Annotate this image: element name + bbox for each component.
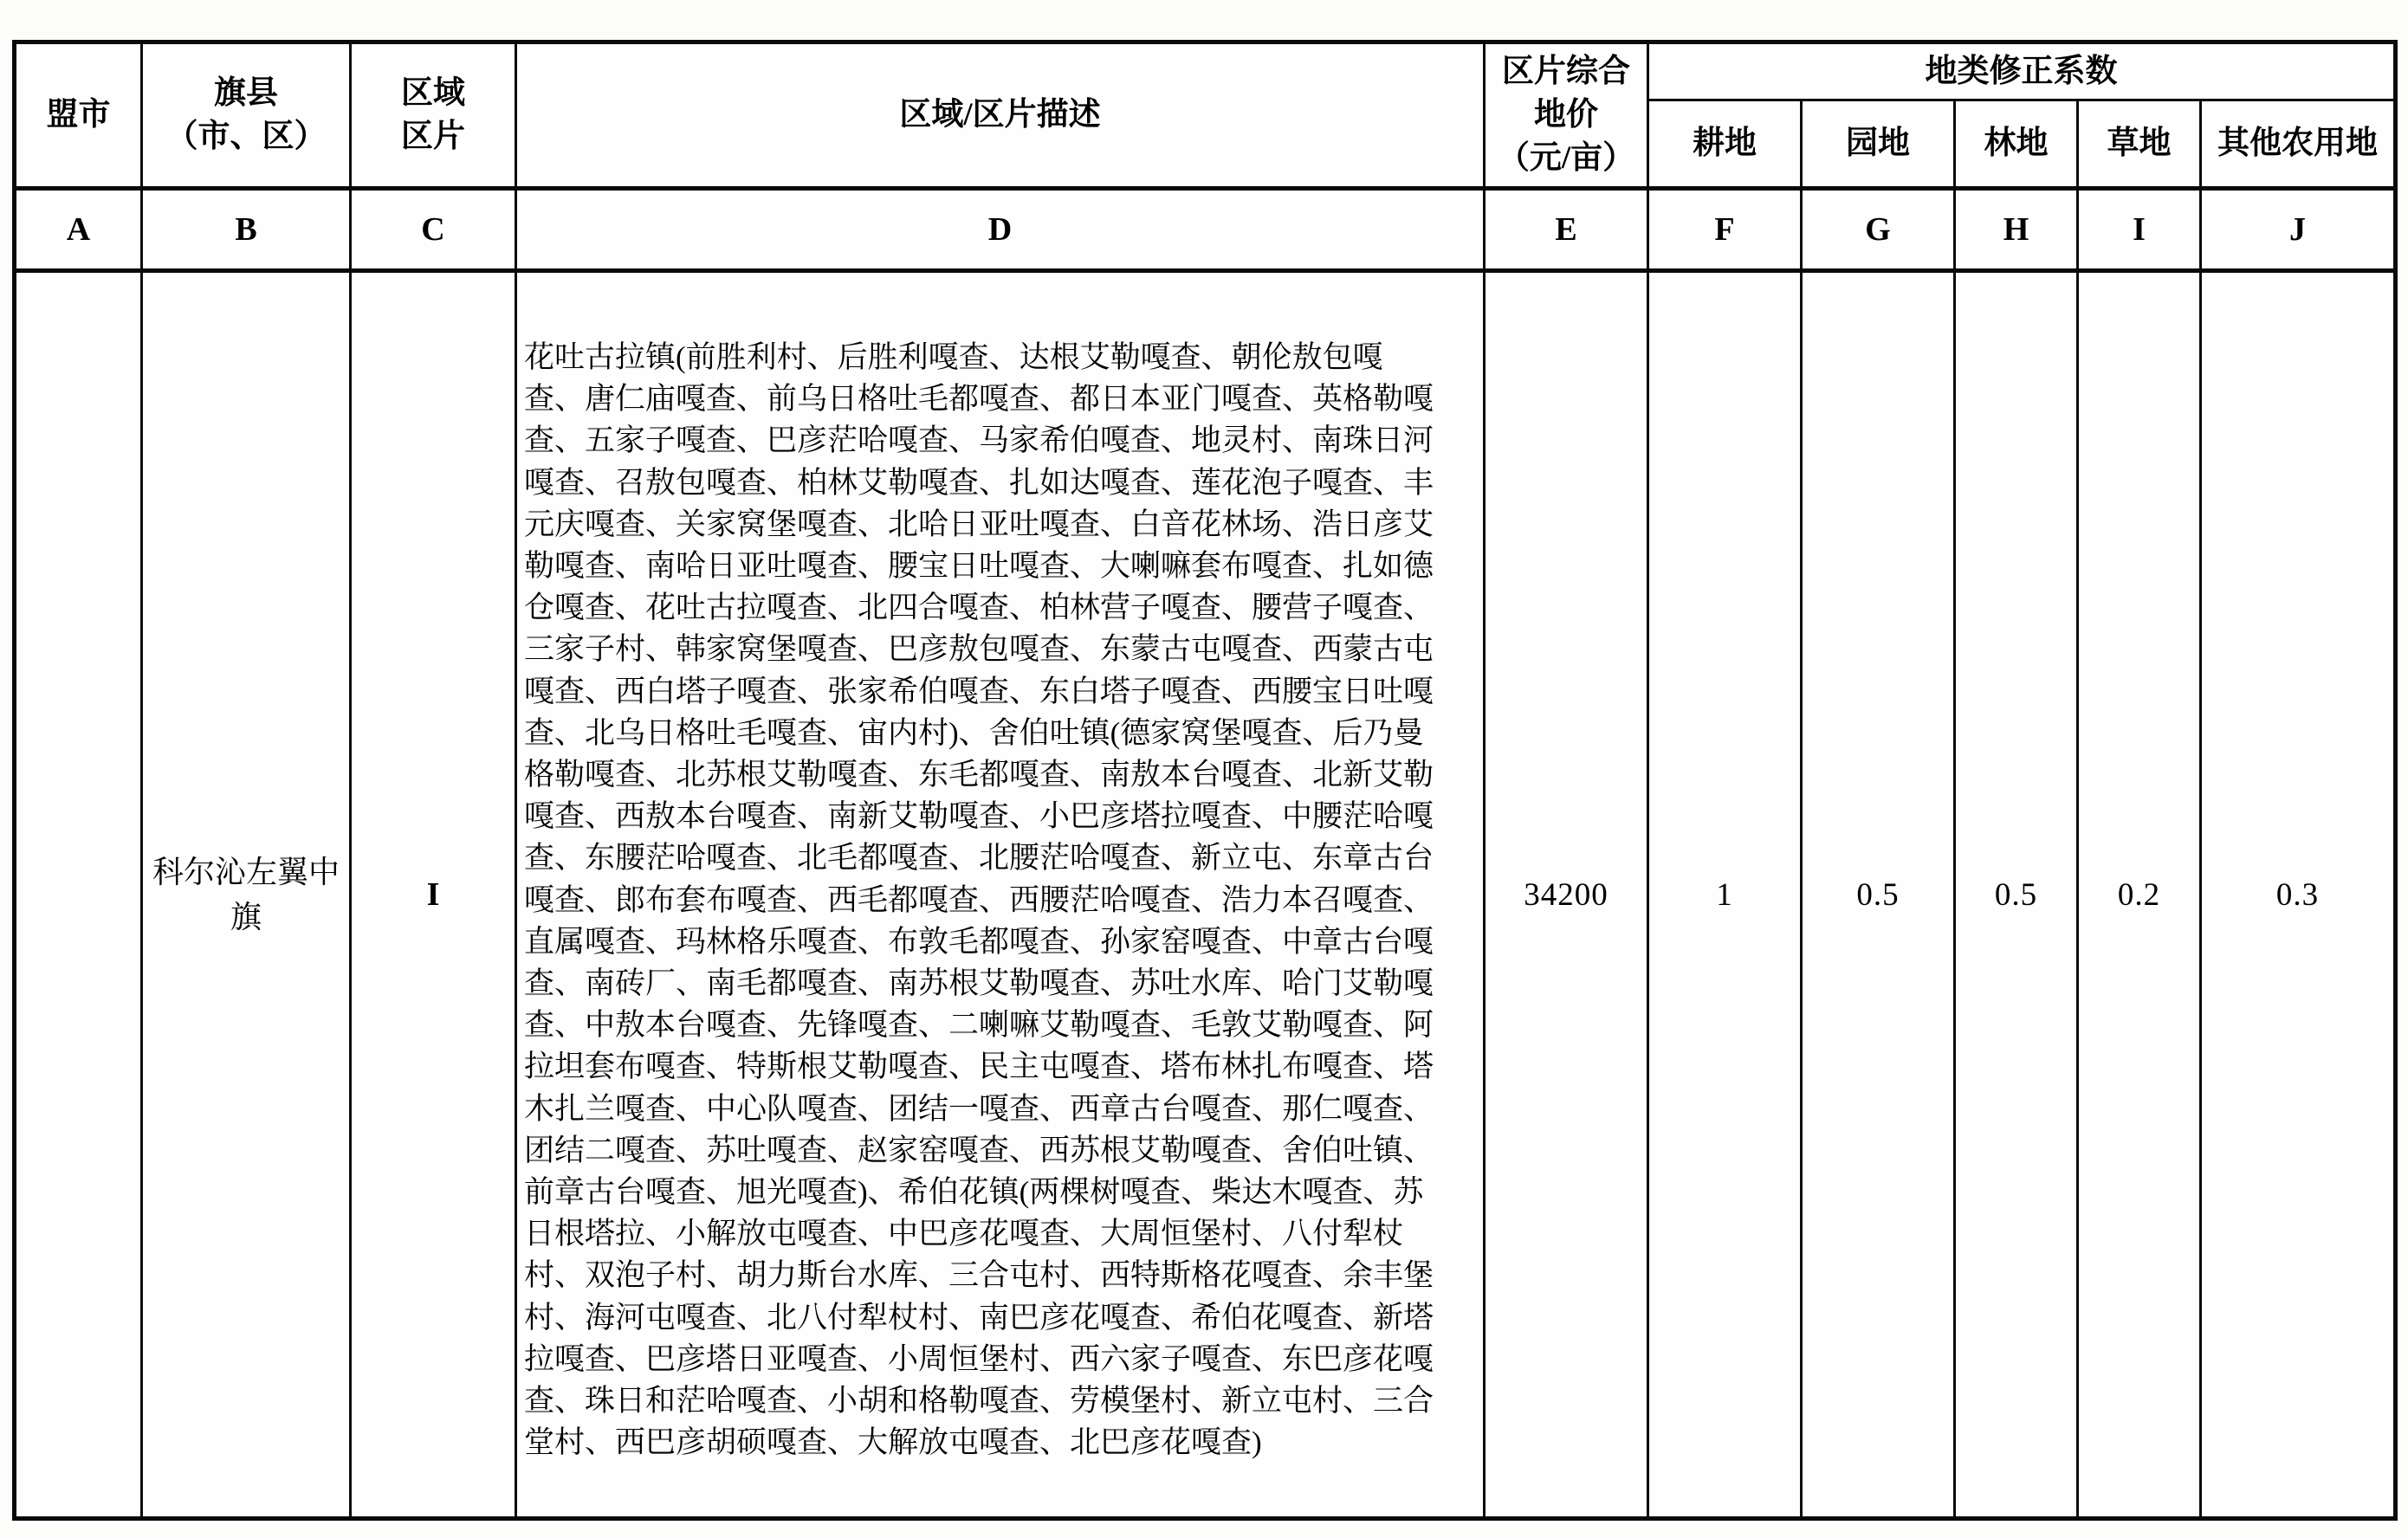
cell-price-value: 34200 — [1524, 876, 1609, 913]
cell-coef-caodi-value: 0.2 — [2117, 876, 2161, 913]
header-coef-yuandi-label: 园地 — [1846, 126, 1910, 161]
description-line: 拉嘎查、巴彦塔日亚嘎查、小周恒堡村、西六家子嘎查、东巴彦花嘎 — [524, 1341, 1434, 1376]
header-price — [1486, 44, 1649, 191]
description-line: 团结二嘎查、苏吐嘎查、赵家窑嘎查、西苏根艾勒嘎查、舍伯吐镇、 — [524, 1133, 1434, 1167]
description-line: 花吐古拉镇(前胜利村、后胜利嘎查、达根艾勒嘎查、朝伦敖包嘎 — [524, 340, 1383, 374]
cell-mengshi — [16, 273, 143, 1516]
cell-coef-gengdi — [1649, 273, 1803, 1516]
description-line: 村、双泡子村、胡力斯台水库、三合屯村、西特斯格花嘎查、余丰堡 — [524, 1258, 1434, 1293]
header-coef-gengdi — [1649, 101, 1803, 191]
cell-coef-lindi-value: 0.5 — [1994, 876, 2038, 913]
description-line: 木扎兰嘎查、中心队嘎查、团结一嘎查、西章古台嘎查、那仁嘎查、 — [524, 1091, 1434, 1126]
description-line: 查、五家子嘎查、巴彦茫哈嘎查、马家希伯嘎查、地灵村、南珠日河 — [524, 423, 1434, 458]
land-price-zone-table — [12, 40, 2398, 1521]
description-line: 格勒嘎查、北苏根艾勒嘎查、东毛都嘎查、南敖本台嘎查、北新艾勒 — [524, 758, 1434, 792]
cell-qixian — [143, 273, 352, 1516]
header-coef-gengdi-label: 耕地 — [1693, 126, 1757, 161]
header-coef-qita-label: 其他农用地 — [2217, 126, 2378, 161]
header-coef-qita — [2202, 101, 2393, 191]
description-line: 查、北乌日格吐毛嘎查、宙内村)、舍伯吐镇(德家窝堡嘎查、后乃曼 — [524, 715, 1424, 750]
cell-price — [1486, 273, 1649, 1516]
description-line: 日根塔拉、小解放屯嘎查、中巴彦花嘎查、大周恒堡村、八付犁杖 — [524, 1217, 1404, 1251]
header-coef-group — [1649, 44, 2393, 101]
description-line: 勒嘎查、南哈日亚吐嘎查、腰宝日吐嘎查、大喇嘛套布嘎查、扎如德 — [524, 549, 1434, 584]
cell-coef-qita — [2202, 273, 2393, 1516]
cell-zone — [352, 273, 517, 1516]
description-line: 前章古台嘎查、旭光嘎查)、希伯花镇(两棵树嘎查、柴达木嘎查、苏 — [524, 1175, 1424, 1210]
header-coef-yuandi — [1803, 101, 1956, 191]
description-line: 元庆嘎查、关家窝堡嘎查、北哈日亚吐嘎查、白音花林场、浩日彦艾 — [524, 507, 1434, 541]
description-line: 查、东腰茫哈嘎查、北毛都嘎查、北腰茫哈嘎查、新立屯、东章古台 — [524, 841, 1434, 876]
header-qixian-line1: 旗县 — [214, 75, 278, 111]
column-letter-j: J — [2202, 191, 2393, 273]
cell-qixian-value: 科尔沁左翼中旗 — [152, 855, 340, 934]
description-line: 仓嘎查、花吐古拉嘎查、北四合嘎查、柏林营子嘎查、腰营子嘎查、 — [524, 591, 1434, 625]
header-mengshi-label: 盟市 — [46, 97, 111, 132]
description-line: 查、南砖厂、南毛都嘎查、南苏根艾勒嘎查、苏吐水库、哈门艾勒嘎 — [524, 966, 1434, 1001]
column-letter-h: H — [1956, 191, 2079, 273]
header-quyu-qupian — [352, 44, 517, 191]
cell-description — [517, 273, 1486, 1516]
description-line: 拉坦套布嘎查、特斯根艾勒嘎查、民主屯嘎查、塔布林扎布嘎查、塔 — [524, 1050, 1434, 1084]
header-price-line1: 区片综合 — [1502, 54, 1630, 89]
description-line: 堂村、西巴彦胡硕嘎查、大解放屯嘎查、北巴彦花嘎查) — [524, 1425, 1262, 1460]
cell-zone-value: I — [426, 876, 440, 913]
description-line: 村、海河屯嘎查、北八付犁杖村、南巴彦花嘎查、希伯花嘎查、新塔 — [524, 1300, 1434, 1334]
column-letter-e: E — [1486, 191, 1649, 273]
column-letter-c: C — [352, 191, 517, 273]
cell-coef-qita-value: 0.3 — [2275, 876, 2320, 913]
column-letter-d: D — [517, 191, 1486, 273]
cell-coef-caodi — [2079, 273, 2202, 1516]
header-description-label: 区域/区片描述 — [899, 97, 1101, 132]
header-coef-caodi — [2079, 101, 2202, 191]
cell-coef-gengdi-value: 1 — [1716, 876, 1733, 913]
header-quyu-line1: 区域 — [401, 75, 465, 111]
header-price-line2: 地价 — [1534, 97, 1598, 132]
description-line: 查、中敖本台嘎查、先锋嘎查、二喇嘛艾勒嘎查、毛敦艾勒嘎查、阿 — [524, 1008, 1434, 1043]
header-price-line3: （元/亩） — [1497, 140, 1635, 176]
column-letter-f: F — [1649, 191, 1803, 273]
description-line: 嘎查、郎布套布嘎查、西毛都嘎查、西腰茫哈嘎查、浩力本召嘎查、 — [524, 882, 1434, 917]
header-coef-lindi — [1956, 101, 2079, 191]
column-letter-a: A — [16, 191, 143, 273]
header-mengshi — [16, 44, 143, 191]
column-letter-i: I — [2079, 191, 2202, 273]
header-qixian — [143, 44, 352, 191]
header-qixian-line2: （市、区） — [165, 119, 327, 154]
header-description — [517, 44, 1486, 191]
description-line: 三家子村、韩家窝堡嘎查、巴彦敖包嘎查、东蒙古屯嘎查、西蒙古屯 — [524, 632, 1434, 667]
description-line: 直属嘎查、玛林格乐嘎查、布敦毛都嘎查、孙家窑嘎查、中章古台嘎 — [524, 924, 1434, 959]
description-line: 嘎查、西敖本台嘎查、南新艾勒嘎查、小巴彦塔拉嘎查、中腰茫哈嘎 — [524, 799, 1434, 834]
cell-coef-yuandi — [1803, 273, 1956, 1516]
description-line: 查、珠日和茫哈嘎查、小胡和格勒嘎查、劳模堡村、新立屯村、三合 — [524, 1384, 1434, 1418]
cell-coef-yuandi-value: 0.5 — [1856, 876, 1900, 913]
header-quyu-line2: 区片 — [401, 119, 465, 154]
description-line: 嘎查、召敖包嘎查、柏林艾勒嘎查、扎如达嘎查、莲花泡子嘎查、丰 — [524, 465, 1434, 500]
column-letter-g: G — [1803, 191, 1956, 273]
header-coef-group-label: 地类修正系数 — [1925, 53, 2118, 89]
header-coef-caodi-label: 草地 — [2107, 126, 2172, 161]
cell-coef-lindi — [1956, 273, 2079, 1516]
column-letter-b: B — [143, 191, 352, 273]
header-coef-lindi-label: 林地 — [1984, 126, 2049, 161]
description-line: 查、唐仁庙嘎查、前乌日格吐毛都嘎查、都日本亚门嘎查、英格勒嘎 — [524, 382, 1434, 417]
description-line: 嘎查、西白塔子嘎查、张家希伯嘎查、东白塔子嘎查、西腰宝日吐嘎 — [524, 674, 1434, 708]
